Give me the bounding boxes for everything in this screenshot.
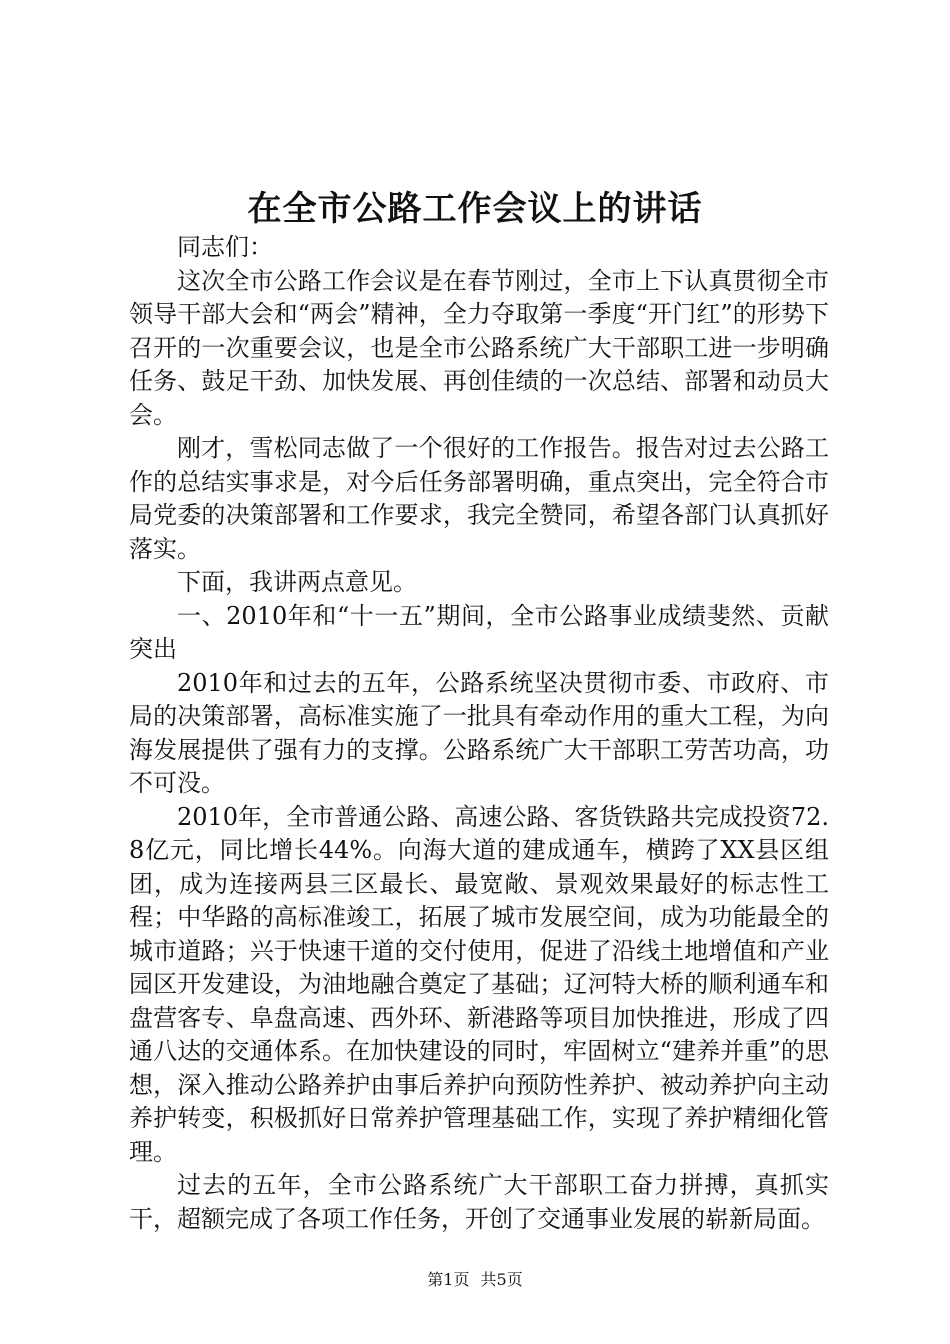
body-paragraph: 过去的五年，全市公路系统广大干部职工奋力拼搏，真抓实干，超额完成了各项工作任务，开创了交通事业发展的崭新局面。 <box>129 1171 829 1233</box>
page-footer <box>0 1269 950 1291</box>
body-paragraph: 下面，我讲两点意见。 <box>177 568 417 596</box>
document-body <box>129 231 829 1236</box>
salutation-paragraph: 同志们： <box>177 233 273 261</box>
body-paragraph: 这次全市公路工作会议是在春节刚过，全市上下认真贯彻全市领导干部大会和“两会”精神，全力夺取第一季度“开门红”的形势下召开的一次重要会议，也是全市公路系统广大干部职工进一步明确任务、鼓足干劲、加快发展、再创佳绩的一次总结、部署和动员大会。 <box>129 266 829 429</box>
section-heading: 一、2010年和“十一五”期间，全市公路事业成绩斐然、贡献突出 <box>129 601 829 663</box>
body-paragraph: 2010年，全市普通公路、高速公路、客货铁路共完成投资72.8亿元，同比增长44%。向海大道的建成通车，横跨了XX县区组团，成为连接两县三区最长、最宽敞、景观效果最好的标志性工程；中华路的高标准竣工，拓展了城市发展空间，成为功能最全的城市道路；兴于快速干道的交付使用，促进了沿线土地增值和产业园区开发建设，为油地融合奠定了基础；辽河特大桥的顺利通车和盘营客专、阜盘高速、西外环、新港路等项目加快推进，形成了四通八达的交通体系。在加快建设的同时，牢固树立“建养并重”的思想，深入推动公路养护由事后养护向预防性养护、被动养护向主动养护转变，积极抓好日常养护管理基础工作，实现了养护精细化管理。 <box>129 802 829 1166</box>
document-title: 在全市公路工作会议上的讲话 <box>247 189 703 229</box>
page-number: 第1页 <box>427 1270 470 1289</box>
page-total: 共5页 <box>480 1270 523 1289</box>
body-paragraph: 2010年和过去的五年，公路系统坚决贯彻市委、市政府、市局的决策部署，高标准实施了一批具有牵动作用的重大工程，为向海发展提供了强有力的支撑。公路系统广大干部职工劳苦功高，功不可没。 <box>129 668 829 797</box>
body-paragraph: 刚才，雪松同志做了一个很好的工作报告。报告对过去公路工作的总结实事求是，对今后任务部署明确，重点突出，完全符合市局党委的决策部署和工作要求，我完全赞同，希望各部门认真抓好落实。 <box>129 434 829 563</box>
